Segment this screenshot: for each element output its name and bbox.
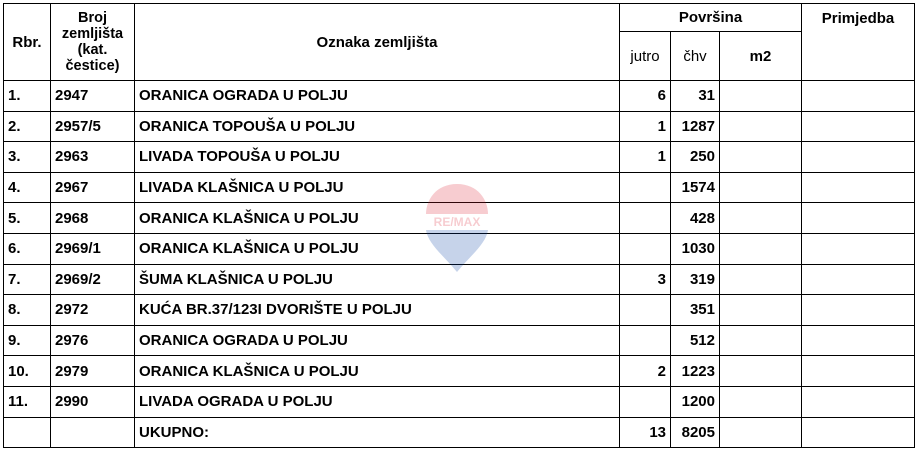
table-row — [4, 81, 915, 112]
cell-primjedba — [802, 142, 915, 173]
table-row — [4, 356, 915, 387]
cell-broj: 2969/2 — [51, 264, 135, 295]
cell-jutro: 2 — [620, 356, 671, 387]
cell-m2 — [720, 233, 802, 264]
header-povrsina: Površina — [620, 4, 802, 32]
cell-chv: 1030 — [671, 233, 720, 264]
cell-m2 — [720, 111, 802, 142]
cell-chv: 31 — [671, 81, 720, 112]
cell-primjedba — [802, 386, 915, 417]
cell-oznaka: ORANICA KLAŠNICA U POLJU — [135, 203, 620, 234]
cell-m2 — [720, 264, 802, 295]
table-row — [4, 295, 915, 326]
cell-m2 — [720, 325, 802, 356]
cell-m2 — [720, 386, 802, 417]
cell-chv: 250 — [671, 142, 720, 173]
cell-rbr: 6. — [4, 233, 51, 264]
cell-chv: 512 — [671, 325, 720, 356]
header-jutro: jutro — [620, 32, 671, 81]
watermark-text: RE/MAX — [433, 215, 481, 229]
cell-rbr: 7. — [4, 264, 51, 295]
cell-primjedba — [802, 172, 915, 203]
total-cell-jutro: 13 — [620, 417, 671, 448]
total-cell-m2 — [720, 417, 802, 448]
total-cell-rbr — [4, 417, 51, 448]
cell-m2 — [720, 356, 802, 387]
cell-chv: 1200 — [671, 386, 720, 417]
header-rbr: Rbr. — [4, 4, 51, 81]
total-cell-chv: 8205 — [671, 417, 720, 448]
cell-oznaka: ORANICA OGRADA U POLJU — [135, 81, 620, 112]
cell-chv: 1223 — [671, 356, 720, 387]
cell-rbr: 4. — [4, 172, 51, 203]
cell-m2 — [720, 172, 802, 203]
cell-oznaka: LIVADA KLAŠNICA U POLJU — [135, 172, 620, 203]
cell-m2 — [720, 295, 802, 326]
cell-jutro — [620, 233, 671, 264]
cell-oznaka: KUĆA BR.37/123I DVORIŠTE U POLJU — [135, 295, 620, 326]
cell-rbr: 3. — [4, 142, 51, 173]
cell-chv: 351 — [671, 295, 720, 326]
header-chv: čhv — [671, 32, 720, 81]
total-cell-broj — [51, 417, 135, 448]
cell-jutro — [620, 325, 671, 356]
cell-rbr: 11. — [4, 386, 51, 417]
cell-chv: 319 — [671, 264, 720, 295]
balloon-top-red — [426, 184, 488, 214]
cell-primjedba — [802, 233, 915, 264]
total-row — [4, 417, 915, 448]
cell-jutro — [620, 386, 671, 417]
cell-rbr: 2. — [4, 111, 51, 142]
header-oznaka-zemljista: Oznaka zemljišta — [135, 4, 620, 81]
table-row — [4, 111, 915, 142]
cell-jutro — [620, 295, 671, 326]
header-broj-zemljista: Broj zemljišta (kat. čestice) — [51, 4, 135, 81]
table-row — [4, 325, 915, 356]
cell-broj: 2969/1 — [51, 233, 135, 264]
cell-jutro — [620, 203, 671, 234]
cell-rbr: 10. — [4, 356, 51, 387]
cell-chv: 428 — [671, 203, 720, 234]
header-m2: m2 — [720, 32, 802, 81]
cell-broj: 2947 — [51, 81, 135, 112]
cell-broj: 2976 — [51, 325, 135, 356]
balloon-bottom-blue — [426, 230, 488, 272]
cell-m2 — [720, 142, 802, 173]
cell-chv: 1574 — [671, 172, 720, 203]
cell-primjedba — [802, 325, 915, 356]
cell-broj: 2963 — [51, 142, 135, 173]
cell-primjedba — [802, 356, 915, 387]
total-cell-primjedba — [802, 417, 915, 448]
cell-chv: 1287 — [671, 111, 720, 142]
cell-rbr: 9. — [4, 325, 51, 356]
cell-primjedba — [802, 203, 915, 234]
cell-rbr: 1. — [4, 81, 51, 112]
cell-rbr: 5. — [4, 203, 51, 234]
cell-jutro: 6 — [620, 81, 671, 112]
cell-jutro: 1 — [620, 142, 671, 173]
cell-broj: 2968 — [51, 203, 135, 234]
table-row — [4, 142, 915, 173]
cell-oznaka: ŠUMA KLAŠNICA U POLJU — [135, 264, 620, 295]
total-cell-label: UKUPNO: — [135, 417, 620, 448]
cell-oznaka: LIVADA TOPOUŠA U POLJU — [135, 142, 620, 173]
cell-broj: 2967 — [51, 172, 135, 203]
cell-jutro: 3 — [620, 264, 671, 295]
cell-oznaka: LIVADA OGRADA U POLJU — [135, 386, 620, 417]
cell-primjedba — [802, 295, 915, 326]
cell-oznaka: ORANICA KLAŠNICA U POLJU — [135, 233, 620, 264]
table-row — [4, 386, 915, 417]
cell-jutro — [620, 172, 671, 203]
cell-primjedba — [802, 81, 915, 112]
cell-primjedba — [802, 264, 915, 295]
cell-oznaka: ORANICA KLAŠNICA U POLJU — [135, 356, 620, 387]
cell-oznaka: ORANICA OGRADA U POLJU — [135, 325, 620, 356]
cell-broj: 2990 — [51, 386, 135, 417]
header-primjedba: Primjedba — [802, 4, 915, 81]
cell-oznaka: ORANICA TOPOUŠA U POLJU — [135, 111, 620, 142]
header-row — [4, 4, 915, 32]
cell-m2 — [720, 81, 802, 112]
cell-primjedba — [802, 111, 915, 142]
cell-broj: 2979 — [51, 356, 135, 387]
cell-broj: 2957/5 — [51, 111, 135, 142]
cell-jutro: 1 — [620, 111, 671, 142]
cell-broj: 2972 — [51, 295, 135, 326]
remax-watermark-logo — [424, 182, 490, 274]
cell-rbr: 8. — [4, 295, 51, 326]
cell-m2 — [720, 203, 802, 234]
